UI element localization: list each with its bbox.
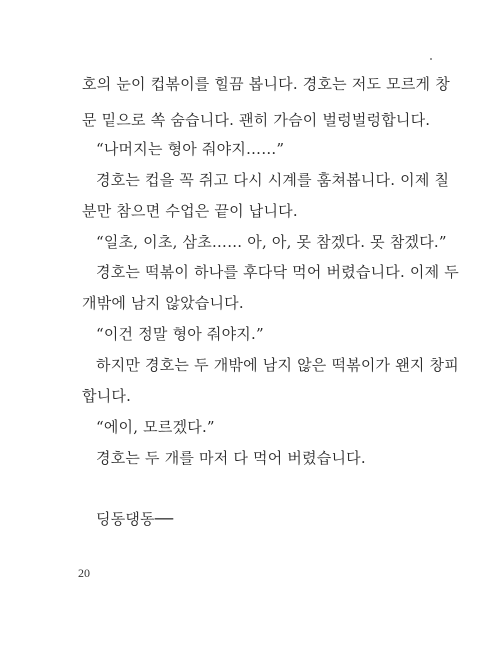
text-line-2: 문 밑으로 쏙 숨습니다. 괜히 가슴이 벌렁벌렁합니다.	[82, 111, 431, 129]
corner-mark	[430, 58, 432, 60]
text-line-4: 분만 참으면 수업은 끝이 납니다.	[82, 202, 298, 220]
text-line-6: 개밖에 남지 않았습니다.	[82, 294, 244, 312]
bell-sound-line: 딩동댕동──	[96, 510, 174, 528]
text-line-8: 합니다.	[82, 387, 132, 405]
text-line-5: 경호는 떡볶이 하나를 후다닥 먹어 버렸습니다. 이제 두	[96, 263, 459, 281]
dialogue-line-4: “에이, 모르겠다.”	[96, 418, 215, 436]
text-line-1: 호의 눈이 컵볶이를 힐끔 봅니다. 경호는 저도 모르게 창	[82, 75, 450, 93]
page-number: 20	[78, 566, 90, 580]
text-line-7: 하지만 경호는 두 개밖에 남지 않은 떡볶이가 왠지 창피	[96, 356, 459, 374]
text-line-3: 경호는 컵을 꼭 쥐고 다시 시계를 훔쳐봅니다. 이제 칠	[96, 171, 450, 189]
dialogue-line-3: “이건 정말 형아 줘야지.”	[96, 325, 264, 343]
text-line-9: 경호는 두 개를 마저 다 먹어 버렸습니다.	[96, 449, 366, 467]
dialogue-line-1: “나머지는 형아 줘야지……”	[96, 140, 285, 158]
dialogue-line-2: “일초, 이초, 삼초…… 아, 아, 못 참겠다. 못 참겠다.”	[96, 233, 447, 251]
